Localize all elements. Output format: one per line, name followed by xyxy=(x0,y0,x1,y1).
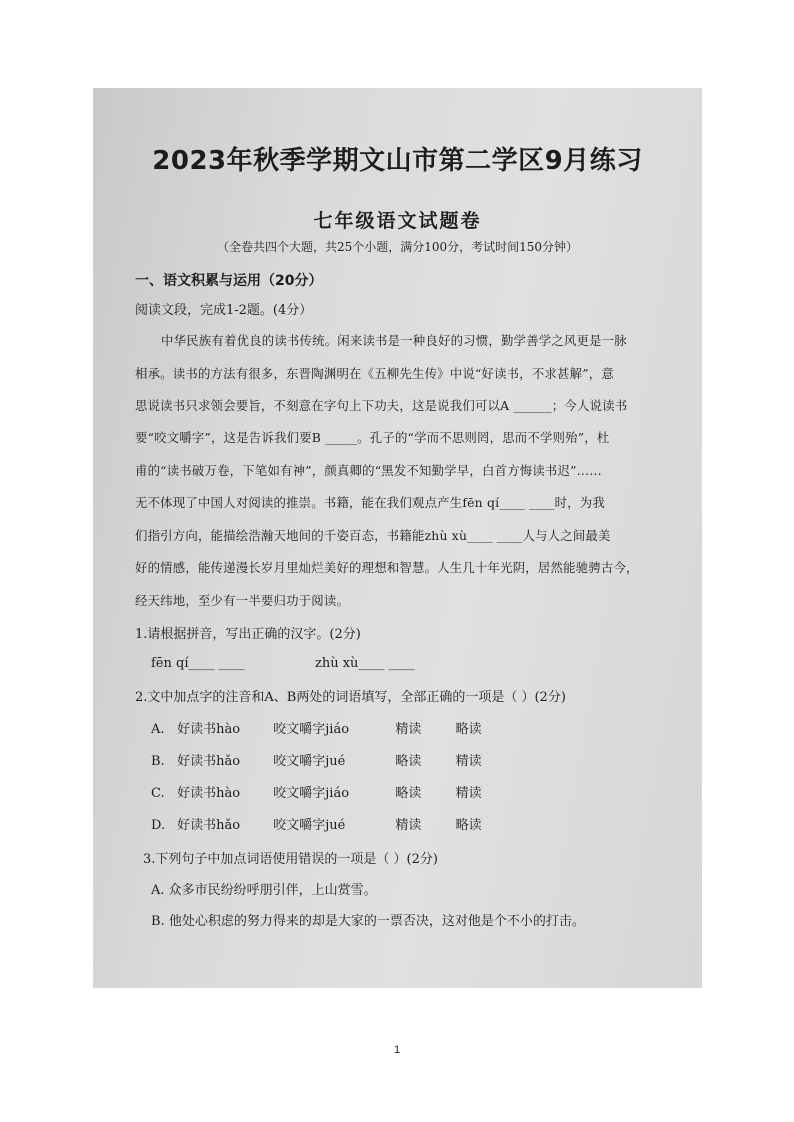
option-col-3: 精读 xyxy=(395,818,422,833)
exam-title: 2023年秋季学期文山市第二学区9月练习 xyxy=(152,146,643,176)
option-col-2: 咬文嚼字jué xyxy=(273,754,346,769)
option-letter: D. xyxy=(151,818,166,833)
option-col-2: 咬文嚼字jiáo xyxy=(273,722,350,737)
question-3-stem: 3.下列句子中加点词语使用错误的一项是（ ）(2分) xyxy=(143,852,438,867)
option-col-3: 略读 xyxy=(395,754,422,769)
option-col-1: 好读书hǎo xyxy=(177,754,241,769)
paragraph-line: 要“咬文嚼字”，这是告诉我们要B _____。孔子的“学而不思则罔，思而不学则殆”，杜 xyxy=(135,430,610,445)
paragraph-line: 相承。读书的方法有很多，东晋陶渊明在《五柳先生传》中说“好读书，不求甚解”，意 xyxy=(135,366,614,381)
exam-subtitle: 七年级语文试题卷 xyxy=(313,210,482,232)
option-letter: C. xyxy=(151,786,165,801)
question-3-option-b: B. 他处心积虑的努力得来的却是大家的一票否决，这对他是个不小的打击。 xyxy=(151,914,585,929)
option-col-2: 咬文嚼字jué xyxy=(273,818,346,833)
paragraph-line: 们指引方向，能描绘浩瀚天地间的千姿百态，书籍能zhù xù____ ____人与人之间最美 xyxy=(135,528,611,543)
reading-instruction: 阅读文段，完成1-2题。(4分） xyxy=(135,303,313,318)
section-heading: 一、语文积累与运用（20分） xyxy=(135,273,323,289)
option-col-2: 咬文嚼字jiáo xyxy=(273,786,350,801)
pinyin-zhuxu: zhù xù____ ____ xyxy=(315,656,415,671)
question-2-option-a xyxy=(151,718,482,737)
option-letter: A. xyxy=(151,722,165,737)
option-col-3: 精读 xyxy=(395,722,422,737)
question-1-stem: 1.请根据拼音，写出正确的汉字。(2分) xyxy=(135,627,361,642)
question-2-option-d xyxy=(151,814,482,833)
paragraph-line: 思说读书只求领会要旨，不刻意在字句上下功夫，这是说我们可以A ______；今人说读书 xyxy=(135,398,628,413)
paragraph-line: 无不体现了中国人对阅读的推崇。书籍，能在我们观点产生fēn qí____ ____时，为我 xyxy=(135,495,605,510)
option-col-4: 略读 xyxy=(455,722,482,737)
option-col-1: 好读书hào xyxy=(177,786,241,801)
option-letter: B. xyxy=(151,754,165,769)
option-col-1: 好读书hǎo xyxy=(177,818,241,833)
question-3-option-a: A. 众多市民纷纷呼朋引伴，上山赏雪。 xyxy=(151,883,377,898)
option-col-4: 精读 xyxy=(455,754,482,769)
paragraph-line: 经天纬地，至少有一半要归功于阅读。 xyxy=(135,593,350,608)
question-2-option-b xyxy=(151,750,482,769)
option-col-4: 略读 xyxy=(455,818,482,833)
option-col-3: 略读 xyxy=(395,786,422,801)
question-2-stem: 2.文中加点字的注音和A、B两处的词语填写，全部正确的一项是（ ）(2分) xyxy=(135,690,566,705)
paragraph-line: 好的情感，能传递漫长岁月里灿烂美好的理想和智慧。人生几十年光阴，居然能驰骋古今， xyxy=(135,560,639,575)
paragraph-line: 甫的“读书破万卷，下笔如有神”，颜真卿的“黑发不知勤学早，白首方悔读书迟”…… xyxy=(135,463,602,478)
page-number: 1 xyxy=(393,1044,401,1056)
paragraph-line: 中华民族有着优良的读书传统。闲来读书是一种良好的习惯，勤学善学之风更是一脉 xyxy=(161,333,627,348)
question-2-option-c xyxy=(151,782,482,801)
pinyin-fenqi: fēn qí____ ____ xyxy=(151,656,245,671)
option-col-1: 好读书hào xyxy=(177,722,241,737)
scanned-exam-photo xyxy=(93,88,702,988)
exam-note: （全卷共四个大题，共25个小题，满分100分，考试时间150分钟） xyxy=(216,240,579,254)
option-col-4: 精读 xyxy=(455,786,482,801)
